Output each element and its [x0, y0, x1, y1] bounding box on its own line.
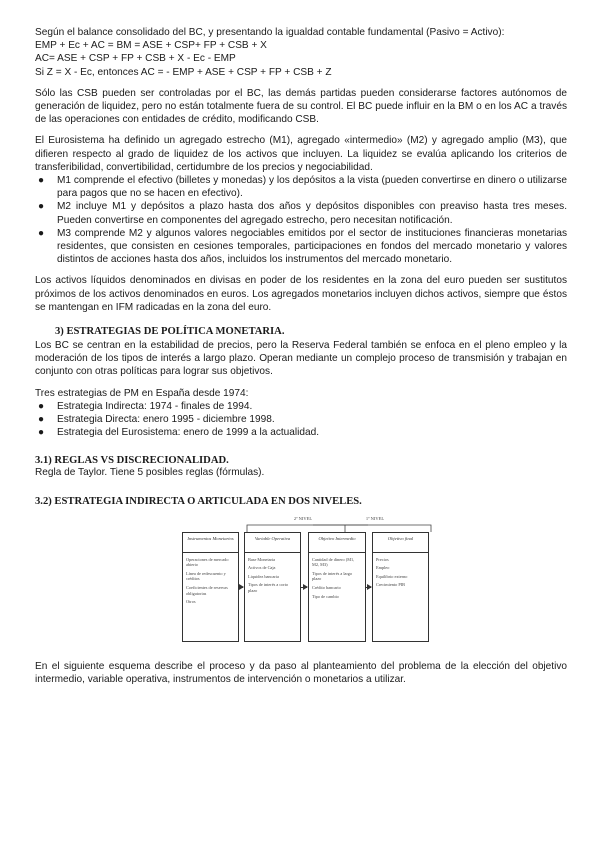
arrow-icon: [238, 587, 243, 588]
section-heading: 3.1) REGLAS VS DISCRECIONALIDAD.: [35, 455, 229, 467]
bullet-icon: ●: [38, 400, 45, 412]
paragraph-taylor: Regla de Taylor. Tiene 5 posibles reglas (fórmulas).: [35, 467, 265, 479]
section-heading: 3.2) ESTRATEGIA INDIRECTA O ARTICULADA EN DOS NIVELES.: [35, 495, 362, 507]
box-item: Tipos de interés a corto plazo: [248, 582, 289, 594]
paragraph-esquema: En el siguiente esquema describe el proceso y da paso al planteamiento del problema de la elección del objetivo intermedio, variable operativa, instrumentos de intervención o monetarios a utilizar.: [35, 660, 567, 685]
box-title: Objetivo Intermedio: [309, 533, 365, 553]
box-item: Base Monetaria: [248, 556, 276, 562]
aggregates-list: [35, 174, 567, 266]
list-item: ● M2 incluye M1 y depósitos a plazo hasta dos años y depósitos disponibles con preaviso hasta tres meses. Pueden convertirse en componentes del agregado estrecho, pero necesitan notificación.: [38, 201, 567, 226]
box-item: Coeficientes de reservas obligatorias: [186, 585, 228, 596]
bullet-icon: ●: [38, 414, 45, 426]
box-item: Precios: [376, 556, 389, 562]
diagram-box-instruments: [182, 532, 239, 642]
box-item: Tipos de interés a largo plazo: [312, 570, 353, 582]
level-label: 1º NIVEL: [365, 515, 385, 521]
level-label: 2º NIVEL: [293, 515, 313, 521]
box-item: Liquidez bancaria: [248, 573, 279, 579]
balance-intro: Según el balance consolidado del BC, y presentando la igualdad contable fundamental (Pasivo = Activo):: [35, 27, 505, 38]
diagram-box-operational: [244, 532, 301, 642]
box-item: Crédito bancario: [312, 585, 341, 591]
paragraph-bc: Los BC se centran en la estabilidad de precios, pero la Reserva Federal también se enfoca en el pleno empleo y la moderación de los tipos de interés a largo plazo. Operan mediante un complejo proceso de transmisión y trabajan en conjunto con otras políticas para lograr sus objetivos.: [35, 340, 567, 378]
list-item: ● M3 comprende M2 y algunos valores negociables emitidos por el sector de instituciones financieras monetarias residentes, que consisten en cesiones temporales, participaciones en fondos del mercado monetario y valores distintos de acciones hasta dos años, incluidos los instrumentos del mercado monetario.: [38, 227, 567, 266]
box-item: Tipo de cambio: [312, 593, 339, 599]
equation-line: Si Z = X - Ec, entonces AC = - EMP + ASE + CSP + FP + CSB + Z: [35, 66, 332, 78]
box-item: Otros: [186, 599, 196, 605]
list-item: ● Estrategia del Eurosistema: enero de 1999 a la actualidad.: [38, 427, 320, 439]
arrow-icon: [300, 587, 307, 588]
box-item: Activos de Caja: [248, 565, 276, 571]
box-item: Operaciones de mercado abierto: [186, 556, 229, 568]
strategies-intro: Tres estrategias de PM en España desde 1974:: [35, 387, 249, 399]
diagram-box-final: [372, 532, 429, 642]
box-body: [245, 553, 300, 601]
bullet-icon: ●: [38, 427, 45, 439]
strategies-list: [35, 400, 567, 440]
box-item: Línea de redescuento y créditos: [186, 570, 226, 582]
box-item: Empleo: [376, 565, 390, 571]
paragraph-eurosistema: El Eurosistema ha definido un agregado estrecho (M1), agregado «intermedio» (M2) y agregado amplio (M3), que difieren respecto al grado de liquidez de los activos que incluyen. La liquidez se evalúa aplicando los criterios de transferibilidad, convertibilidad, certidumbre de los precios y negociabilidad.: [35, 135, 567, 173]
box-body: [373, 553, 428, 595]
box-title: Instrumentos Monetarios: [183, 533, 238, 553]
box-title: Variable Operativa: [245, 533, 300, 553]
diagram-box-intermediate: [308, 532, 366, 642]
box-title: Objetivo final: [373, 533, 428, 553]
paragraph-divisas: Los activos líquidos denominados en divisas en poder de los residentes en la zona del euro pueden ser sustitutos próximos de los activos denominados en euros. Los agregados monetarios incluyen dichos activos, siempre que éstos se mantengan en IFM radicadas en la zona del euro.: [35, 275, 567, 313]
list-item: ● M1 comprende el efectivo (billetes y monedas) y los depósitos a la vista (pueden convertirse en dinero o utilizarse para pagos que no se hacen en efectivo).: [38, 175, 567, 200]
list-item: ● Estrategia Indirecta: 1974 - finales de 1994.: [38, 400, 253, 412]
document-page: [35, 26, 567, 686]
equation-line: EMP + Ec + AC = BM = ASE + CSP+ FP + CSB + X: [35, 40, 267, 52]
strategy-diagram: [35, 513, 567, 648]
strategies-section: [35, 387, 567, 440]
monetary-aggregates: [35, 134, 567, 266]
list-item: ● Estrategia Directa: enero 1995 - diciembre 1998.: [38, 414, 275, 426]
section-heading: 3) ESTRATEGIAS DE POLÍTICA MONETARIA.: [55, 326, 285, 338]
balance-equations: [35, 26, 567, 79]
bullet-icon: ●: [38, 175, 45, 187]
box-body: [309, 553, 365, 607]
level-brackets: [35, 513, 567, 543]
box-item: Equilibrio externo: [376, 573, 408, 579]
bullet-icon: ●: [38, 201, 45, 213]
equation-line: AC= ASE + CSP + FP + CSB + X - Ec - EMP: [35, 53, 236, 65]
bullet-icon: ●: [38, 227, 45, 239]
paragraph-csb: Sólo las CSB pueden ser controladas por el BC, las demás partidas pueden considerarse factores autónomos de generación de liquidez, pero no están totalmente fuera de su control. El BC puede influir en la BM o en los AC a través de las operaciones con entidades de crédito, modificando CSB.: [35, 87, 567, 126]
box-body: [183, 553, 238, 612]
box-item: Cantidad de dinero (M1, M2, M3): [312, 556, 355, 568]
box-item: Crecimiento PIB: [376, 582, 405, 588]
arrow-icon: [365, 587, 371, 588]
